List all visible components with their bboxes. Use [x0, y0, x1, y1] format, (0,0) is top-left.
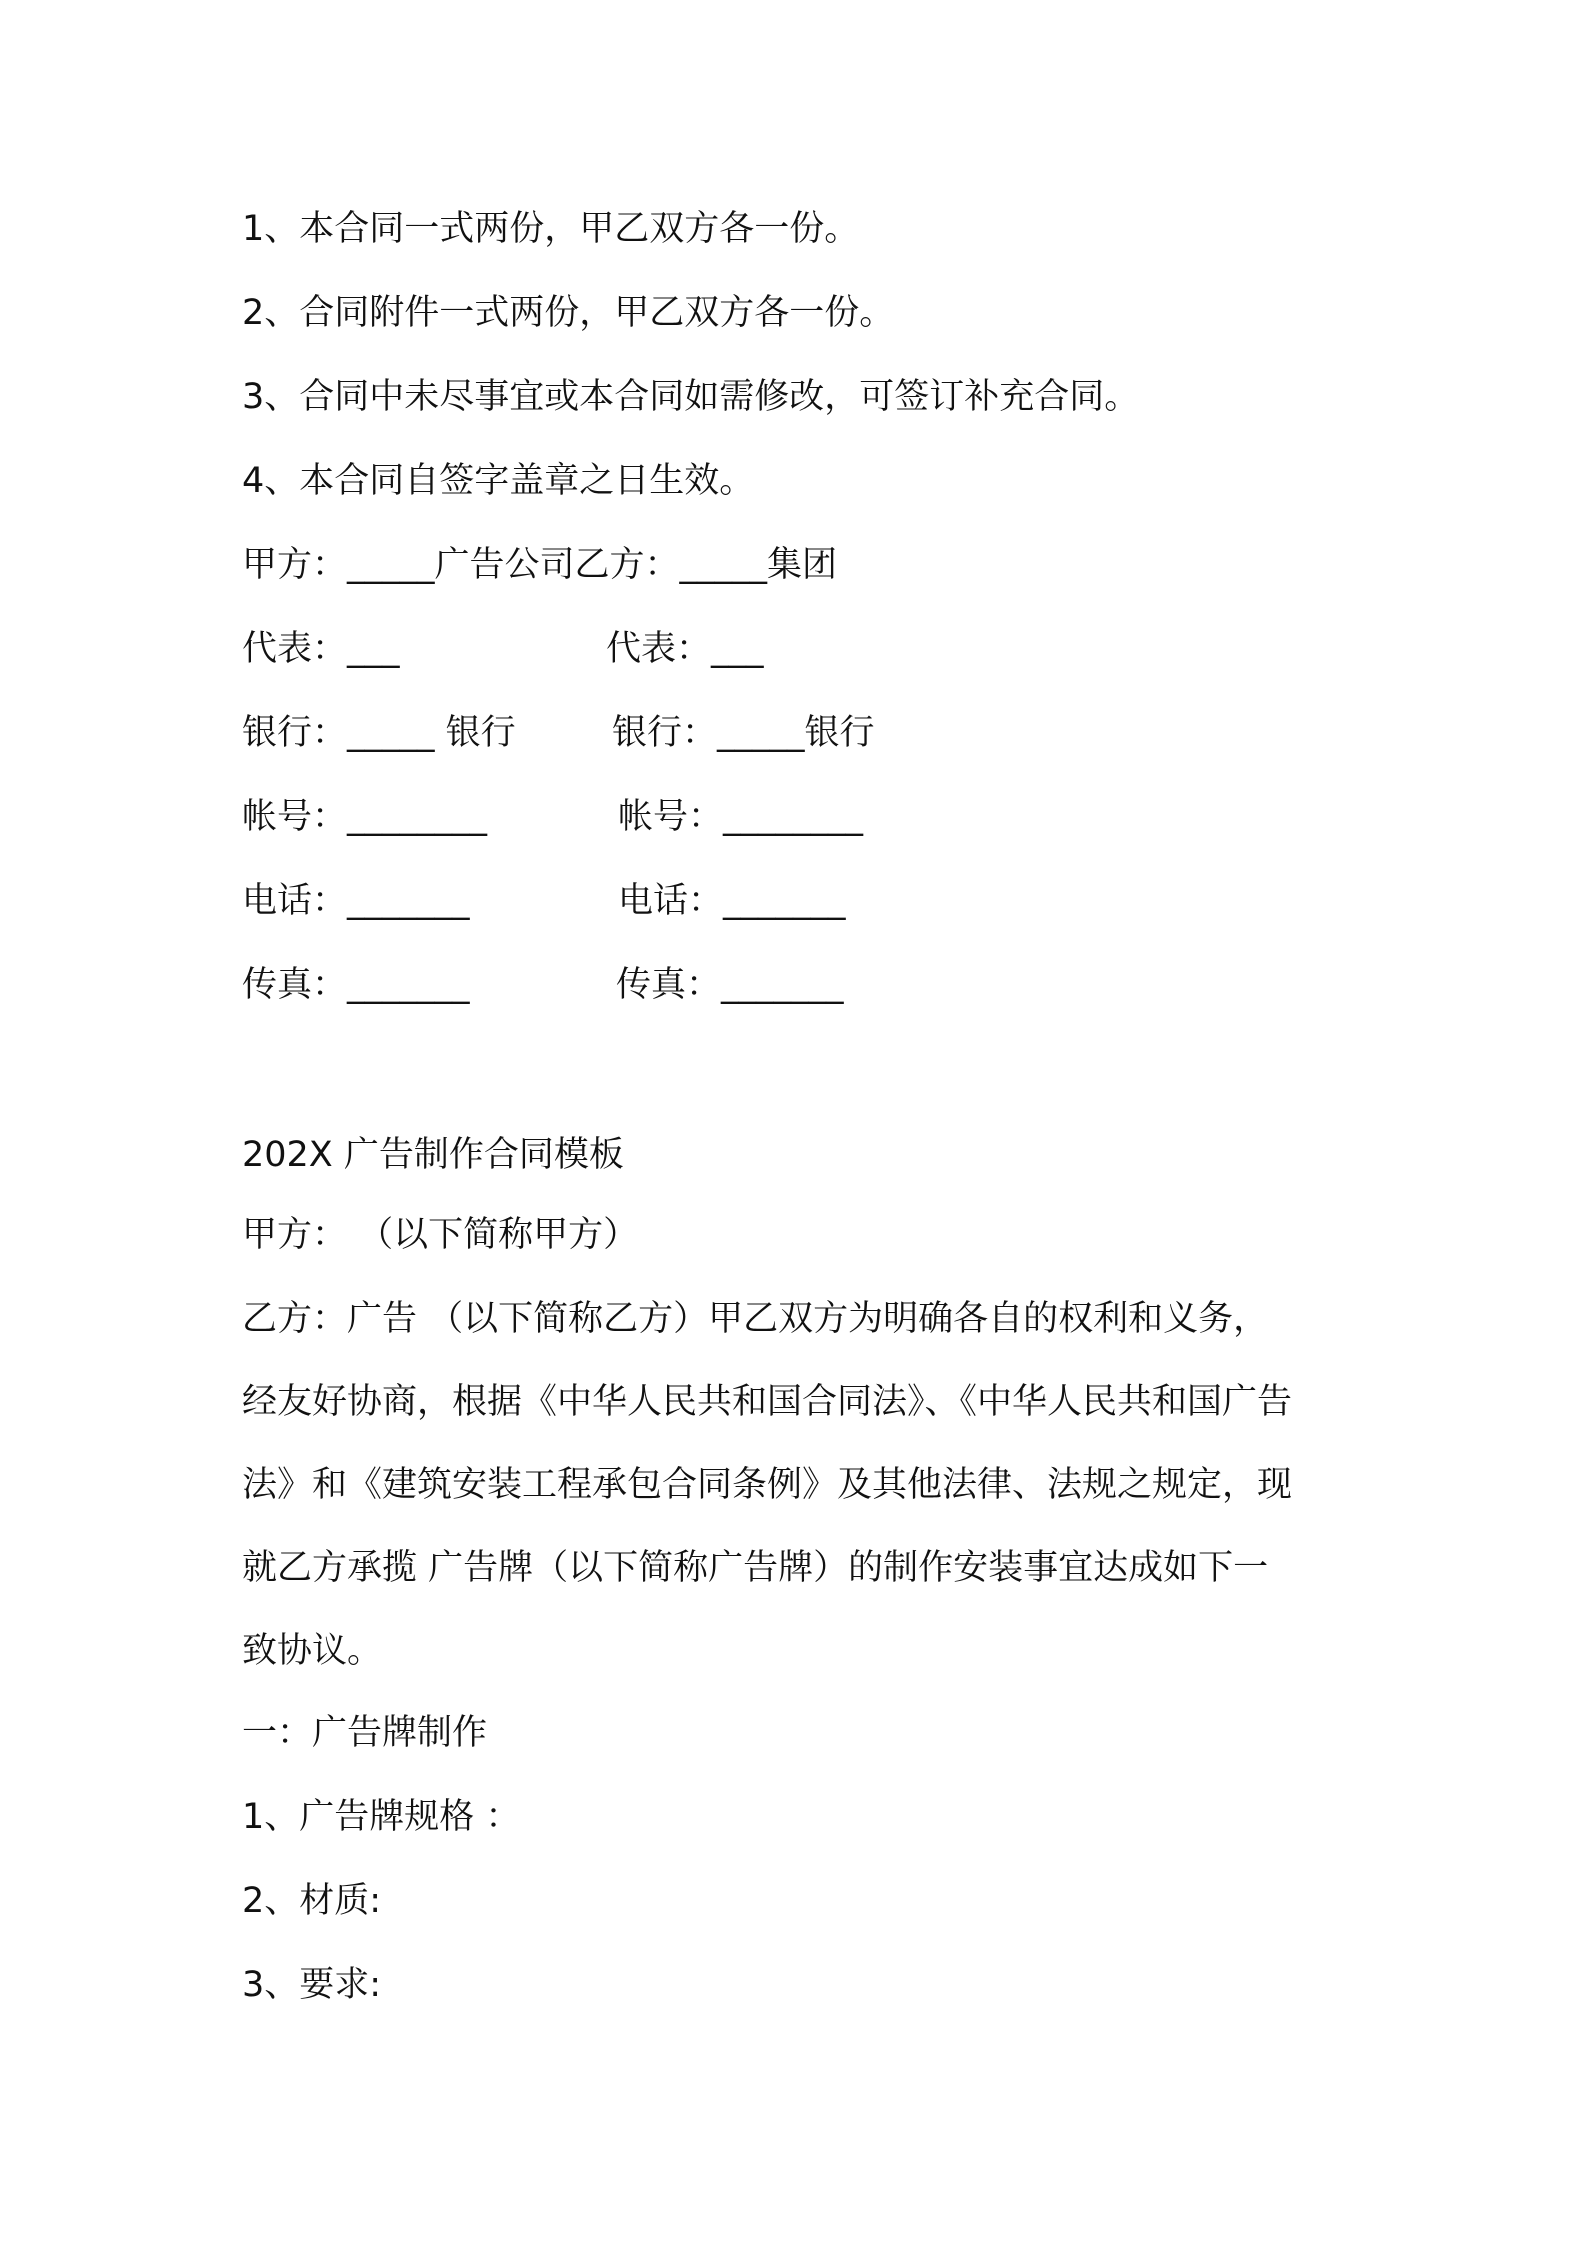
fax-b: 传真：_______ — [616, 965, 844, 1005]
clause-4: 4、本合同自签字盖章之日生效。 — [242, 461, 755, 501]
intro-line-4: 就乙方承揽 广告牌（以下简称广告牌）的制作安装事宜达成如下一 — [242, 1548, 1269, 1588]
item-spec: 1、广告牌规格 ： — [242, 1797, 521, 1837]
representative-b: 代表：___ — [606, 629, 764, 669]
section-one-heading: 一：广告牌制作 — [242, 1713, 488, 1753]
intro-line-3: 法》和《建筑安装工程承包合同条例》及其他法律、法规之规定，现 — [242, 1465, 1293, 1505]
template-title: 202X 广告制作合同模板 — [242, 1135, 624, 1175]
account-b: 帐号：________ — [618, 797, 864, 837]
template-intro-paragraph — [242, 1278, 1360, 1693]
phone-a: 电话：_______ — [242, 881, 470, 921]
signature-party-line: 甲方：_____广告公司乙方：_____集团 — [242, 545, 838, 585]
intro-line-2: 经友好协商，根据《中华人民共和国合同法》、《中华人民共和国广告 — [242, 1382, 1293, 1422]
item-requirement: 3、要求: — [242, 1965, 382, 2005]
item-material: 2、材质: — [242, 1881, 382, 1921]
intro-line-1: 乙方：广告 （以下简称乙方）甲乙双方为明确各自的权利和义务， — [242, 1299, 1269, 1339]
clause-3: 3、合同中未尽事宜或本合同如需修改，可签订补充合同。 — [242, 377, 1140, 417]
clause-1: 1、本合同一式两份，甲乙双方各一份。 — [242, 209, 860, 249]
account-a: 帐号：________ — [242, 797, 488, 837]
clause-2: 2、合同附件一式两份，甲乙双方各一份。 — [242, 293, 895, 333]
template-party-a: 甲方： （以下简称甲方） — [242, 1215, 639, 1255]
bank-b: 银行：_____银行 — [612, 713, 875, 753]
bank-a: 银行：_____ 银行 — [242, 713, 516, 753]
intro-line-5: 致协议。 — [242, 1631, 383, 1671]
phone-b: 电话：_______ — [618, 881, 846, 921]
representative-a: 代表：___ — [242, 629, 400, 669]
fax-a: 传真：_______ — [242, 965, 470, 1005]
